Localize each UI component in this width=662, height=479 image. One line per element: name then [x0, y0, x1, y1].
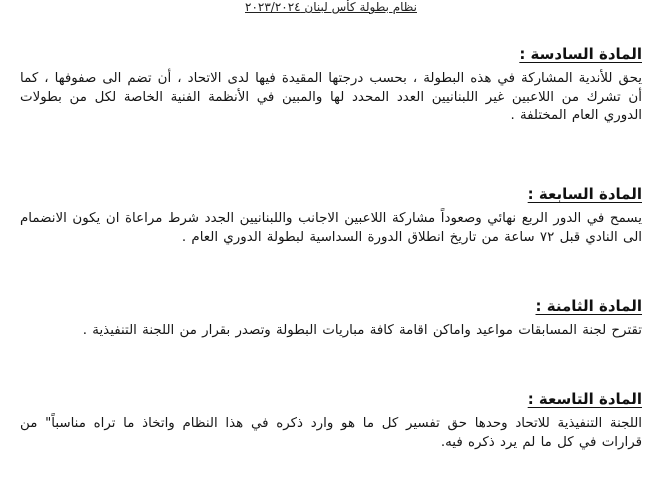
- article-seven-line-3: الدورة السداسية لبطولة الدوري العام .: [181, 229, 403, 245]
- article-six-line-4: المختلفة .: [510, 108, 567, 124]
- article-nine-heading: المادة التاسعة :: [527, 390, 642, 408]
- article-nine-line-2: واتخاذ ما تراه مناسباً" من قرارات في كل ما لم يرد ذكره فيه.: [20, 416, 642, 450]
- article-seven-heading: المادة السابعة :: [527, 185, 642, 203]
- article-seven: [20, 184, 642, 247]
- article-eight-line-2: بقرار من اللجنة التنفيذية .: [82, 323, 231, 338]
- article-seven-line-1: يسمح في الدور الربع نهائي وصعوداً مشاركة اللاعبين الاجانب واللبنانيين: [239, 211, 642, 226]
- article-six-heading: المادة السادسة :: [519, 45, 642, 63]
- document-header-title: نظام بطولة كأس لبنان ٢٠٢٣/٢٠٢٤: [245, 0, 417, 14]
- article-six: [20, 44, 642, 126]
- article-nine-body: [20, 415, 642, 452]
- article-nine-line-1: اللجنة التنفيذية للاتحاد وحدها حق تفسير كل ما هو وارد ذكره في هذا النظام: [182, 416, 643, 431]
- article-six-body: [20, 70, 642, 126]
- article-eight-line-1: تقترح لجنة المسابقات مواعيد واماكن اقامة كافة مباريات البطولة وتصدر: [235, 323, 642, 338]
- article-seven-body: [20, 210, 642, 247]
- article-seven-line-2: الجدد شرط مراعاة ان يكون الانضمام الى النادي قبل ٧٢ ساعة من تاريخ انطلاق: [20, 211, 642, 245]
- article-six-line-3: المحدد لها والمبين في الأنظمة الفنية الخاصة لكل من بطولات الدوري العام: [20, 89, 642, 124]
- article-six-line-2: الاتحاد ، أن تضم الى صفوفها ، كما أن تشرك من اللاعبين غير اللبنانيين العدد: [20, 71, 642, 105]
- article-eight-heading: المادة الثامنة :: [535, 297, 642, 315]
- article-eight: [20, 296, 642, 341]
- article-eight-body: [20, 322, 642, 341]
- article-nine: [20, 389, 642, 452]
- article-six-line-1: يحق للأندية المشاركة في هذه البطولة ، بحسب درجتها المقيدة فيها لدى: [227, 71, 642, 86]
